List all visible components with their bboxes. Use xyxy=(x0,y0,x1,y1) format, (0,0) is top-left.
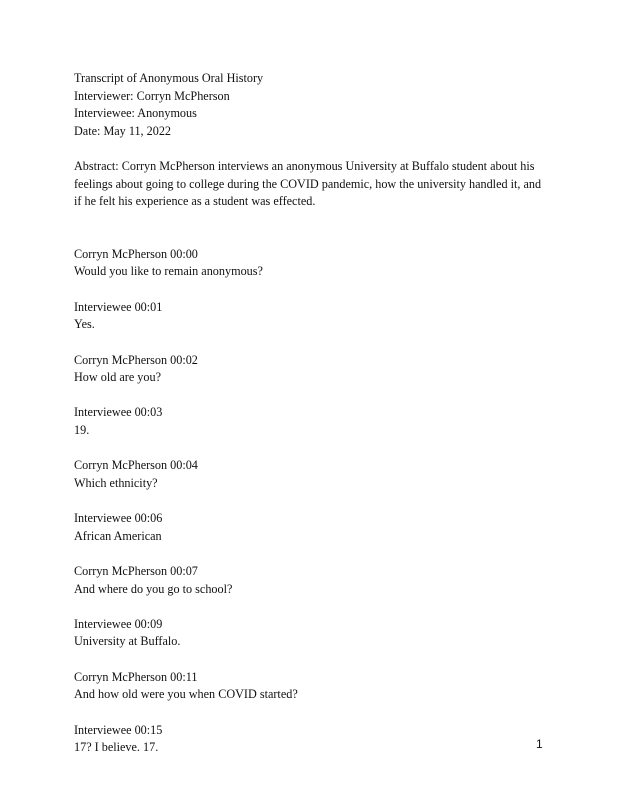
speaker-timestamp: Corryn McPherson 00:07 xyxy=(74,564,198,578)
speaker-timestamp: Corryn McPherson 00:02 xyxy=(74,352,198,367)
speech-text: Yes. xyxy=(74,317,95,332)
document-header xyxy=(74,70,554,140)
transcript xyxy=(74,246,554,757)
interviewer-line: Interviewer: Corryn McPherson xyxy=(74,88,230,103)
transcript-turn xyxy=(74,616,554,651)
transcript-turn xyxy=(74,722,554,757)
interviewee-line: Interviewee: Anonymous xyxy=(74,106,197,121)
speech-text: Would you like to remain anonymous? xyxy=(74,264,263,279)
abstract-paragraph xyxy=(74,158,550,211)
page-content xyxy=(74,70,554,775)
transcript-turn xyxy=(74,510,554,545)
abstract-line: feelings about going to college during the COVID pandemic, how the university handled it, and xyxy=(74,176,542,191)
transcript-turn xyxy=(74,246,554,281)
speaker-timestamp: Corryn McPherson 00:00 xyxy=(74,246,198,261)
transcript-turn xyxy=(74,457,554,492)
abstract-line: if he felt his experience as a student was effected. xyxy=(74,194,316,209)
speaker-timestamp: Interviewee 00:03 xyxy=(74,405,163,420)
transcript-turn xyxy=(74,669,554,704)
speaker-timestamp: Interviewee 00:09 xyxy=(74,616,163,631)
speaker-timestamp: Interviewee 00:06 xyxy=(74,511,163,526)
transcript-turn xyxy=(74,352,554,387)
speech-text: How old are you? xyxy=(74,370,161,385)
transcript-turn xyxy=(74,563,554,598)
date-line: Date: May 11, 2022 xyxy=(74,123,172,138)
speech-text: Which ethnicity? xyxy=(74,475,158,490)
abstract-line: Abstract: Corryn McPherson interviews an anonymous University at Buffalo student about his xyxy=(74,158,535,173)
speech-text: African American xyxy=(74,528,162,543)
speaker-timestamp: Corryn McPherson 00:11 xyxy=(74,669,198,684)
speech-text: And how old were you when COVID started? xyxy=(74,687,298,702)
transcript-turn xyxy=(74,299,554,334)
speaker-timestamp: Interviewee 00:15 xyxy=(74,722,163,737)
page-number: 1 xyxy=(536,737,543,751)
document-title: Transcript of Anonymous Oral History xyxy=(74,71,264,85)
transcript-turn xyxy=(74,404,554,439)
speaker-timestamp: Corryn McPherson 00:04 xyxy=(74,458,198,473)
speaker-timestamp: Interviewee 00:01 xyxy=(74,299,163,314)
speech-text: 19. xyxy=(74,422,90,437)
speech-text: University at Buffalo. xyxy=(74,634,181,649)
speech-text: And where do you go to school? xyxy=(74,581,233,596)
speech-text: 17? I believe. 17. xyxy=(74,740,159,755)
